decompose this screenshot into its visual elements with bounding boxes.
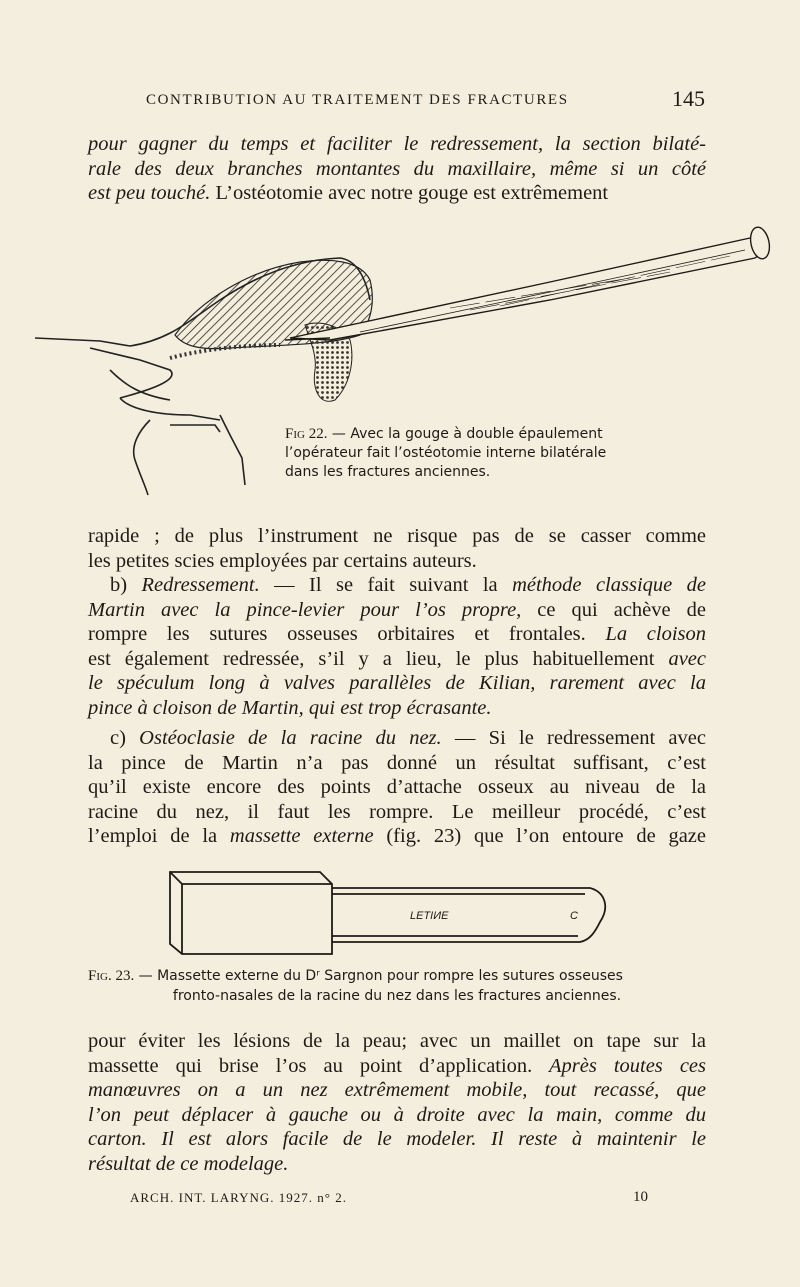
text-roman: (fig. 23) que l’on entoure de gaze xyxy=(373,825,706,847)
instrument-stamp-letter: C xyxy=(570,910,578,922)
text-roman: ce qui achève de xyxy=(521,598,706,621)
figure-label: Fig. 23. xyxy=(88,968,135,984)
running-title: CONTRIBUTION AU TRAITEMENT DES FRACTURES xyxy=(146,92,569,108)
paragraph-redressement xyxy=(88,573,706,720)
text-line: qu’il existe encore des points d’attache osseux au niveau de la xyxy=(88,776,706,798)
figure-22-caption xyxy=(285,425,665,482)
text-line xyxy=(88,598,706,623)
section-heading-redressement: Redressement. xyxy=(141,574,260,596)
text-line xyxy=(88,181,706,206)
massette-instrument xyxy=(170,872,605,954)
text-roman: L’ostéotomie avec notre gouge est extrêmement xyxy=(210,182,609,204)
paragraph-conclusion xyxy=(88,1029,706,1176)
text-line: racine du nez, il faut les rompre. Le meilleur procédé, c’est xyxy=(88,800,706,823)
text-line: le spéculum long à valves parallèles de Kilian, rarement avec la xyxy=(88,672,706,694)
caption-line: fronto-nasales de la racine du nez dans les fractures anciennes. xyxy=(172,988,622,1004)
text-roman: l’emploi de la xyxy=(88,825,230,847)
text-line: l’on peut déplacer à gauche ou à droite avec la main, comme du xyxy=(88,1103,706,1126)
text-italic: massette externe xyxy=(229,825,374,847)
text-line: rapide ; de plus l’instrument ne risque pas de se casser comme xyxy=(88,525,706,547)
text-italic: Après toutes ces xyxy=(532,1054,706,1077)
text-line: pour éviter les lésions de la peau; avec un maillet on tape sur la xyxy=(88,1030,706,1052)
figure-23-caption xyxy=(88,966,706,1006)
text-roman: est également redressée, s’il y a lieu, le plus habituellement xyxy=(88,647,655,670)
text-line xyxy=(88,573,706,598)
text-line xyxy=(88,1054,706,1079)
figure-23-illustration xyxy=(160,862,620,962)
text-line xyxy=(88,622,706,647)
text-line: pince à cloison de Martin, qui est trop écrasante. xyxy=(88,696,492,719)
text-line xyxy=(88,824,706,849)
caption-line xyxy=(285,425,665,444)
paragraph-intro xyxy=(88,132,706,206)
text-line xyxy=(88,647,706,672)
text-italic: La cloison xyxy=(585,623,706,645)
text-line: rale des deux branches montantes du maxillaire, même si un côté xyxy=(88,157,706,180)
text-roman: b) xyxy=(110,574,142,596)
paragraph-rapide xyxy=(88,524,706,573)
text-roman: — Si le redressement avec xyxy=(441,727,706,749)
text-line: résultat de ce modelage. xyxy=(88,1152,289,1175)
text-italic: Martin avec la pince-levier pour l’os propre, xyxy=(88,598,522,621)
sheet-signature: 10 xyxy=(633,1189,648,1205)
caption-line: l’opérateur fait l’ostéotomie interne bilatérale xyxy=(285,445,607,461)
text-italic: avec xyxy=(654,647,707,670)
text-italic: est peu touché. xyxy=(88,182,211,204)
paragraph-osteoclasie xyxy=(88,726,706,849)
caption-line: dans les fractures anciennes. xyxy=(285,464,491,480)
text-line: les petites scies employées par certains auteurs. xyxy=(88,549,477,572)
instrument-stamp: LEТIИE xyxy=(410,910,449,922)
text-line: pour gagner du temps et faciliter le redressement, la section bilaté- xyxy=(88,133,706,155)
journal-signature: ARCH. INT. LARYNG. 1927. n° 2. xyxy=(130,1190,347,1205)
caption-text: — Avec la gouge à double épaulement xyxy=(327,426,603,442)
caption-text: — Massette externe du Dʳ Sargnon pour rompre les sutures osseuses xyxy=(134,968,623,984)
text-roman: massette qui brise l’os au point d’application. xyxy=(88,1054,533,1077)
section-heading-osteoclasie: Ostéoclasie de la racine du nez. xyxy=(139,727,442,749)
text-roman: — Il se fait suivant la xyxy=(259,574,513,596)
text-line: carton. Il est alors facile de le modeler. Il reste à maintenir le xyxy=(88,1128,706,1150)
text-roman: rompre les sutures osseuses orbitaires et frontales. xyxy=(88,623,586,645)
figure-label: Fig 22. xyxy=(285,426,328,442)
text-line xyxy=(88,726,706,751)
text-line: manœuvres on a un nez extrêmement mobile, tout recassé, que xyxy=(88,1079,706,1101)
text-roman: c) xyxy=(110,727,140,749)
text-line: la pince de Martin n’a pas donné un résultat suffisant, c’est xyxy=(88,751,706,774)
page-number: 145 xyxy=(672,86,705,111)
text-italic: méthode classique de xyxy=(512,574,707,596)
caption-line xyxy=(88,966,706,986)
